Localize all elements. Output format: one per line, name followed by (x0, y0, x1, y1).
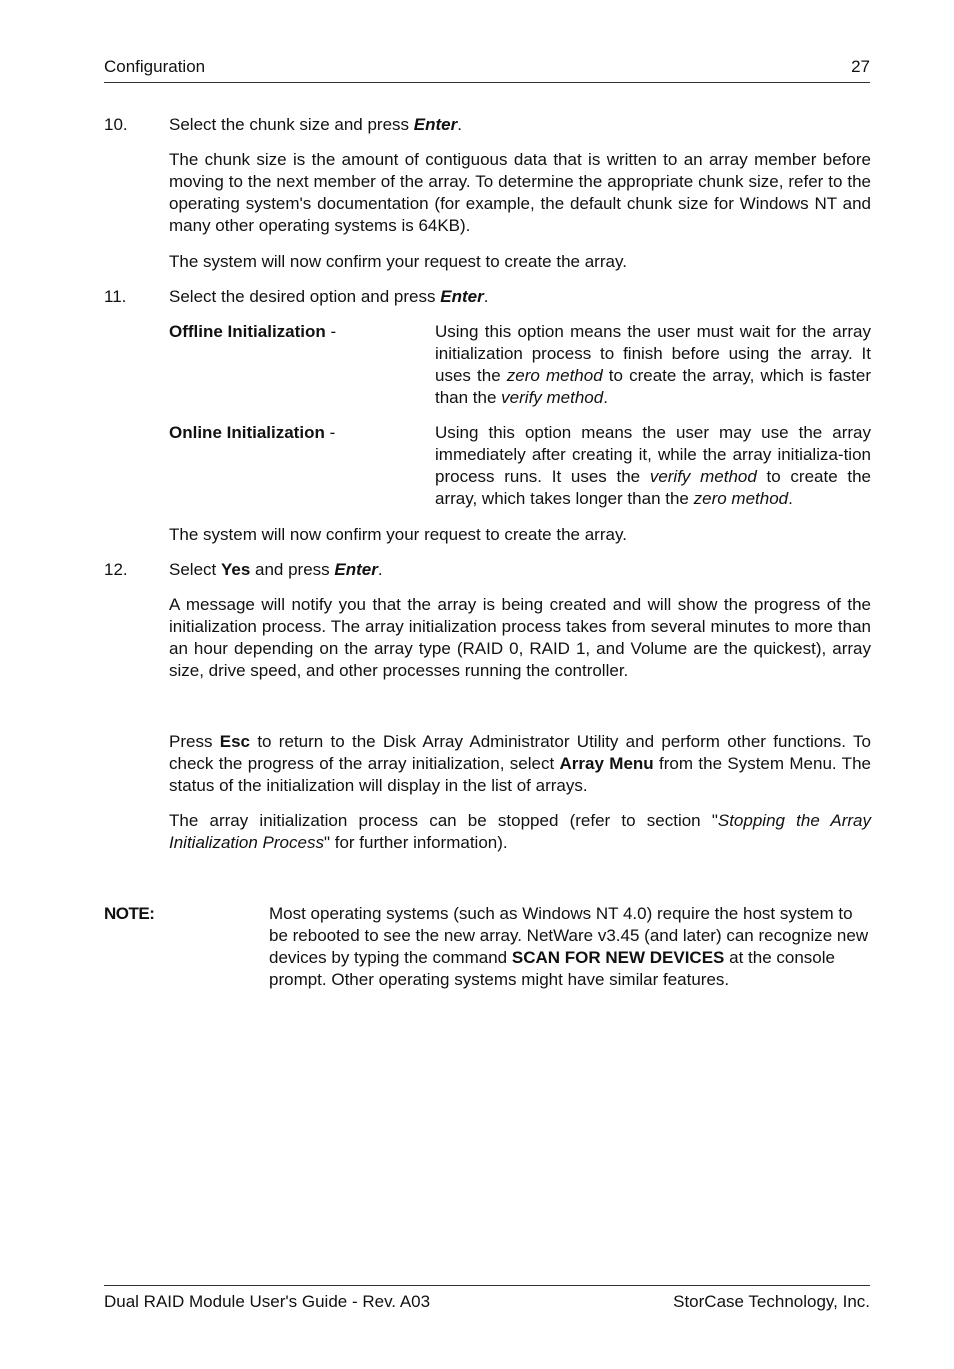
step-10-number: 10. (104, 115, 128, 134)
footer-guide-title: Dual RAID Module User's Guide - Rev. A03 (104, 1292, 431, 1311)
header-section: Configuration (104, 57, 206, 76)
step-10-instruction: Select the chunk size and press Enter. (169, 115, 462, 134)
step-12-instruction: Select Yes and press Enter. (169, 560, 383, 579)
step-12-esc-paragraph: Press Esc to return to the Disk Array Administrator Utility and perform other functions. To check the progress of the array initialization, select Array Menu from the System Menu. The status of the initialization will display in the list of arrays. (169, 732, 871, 795)
step-11-number: 11. (104, 287, 127, 306)
note-text: Most operating systems (such as Windows NT 4.0) require the host system to be rebooted to see the new array. NetWare v3.45 (and later) can recognize new devices by typing the command SCAN FOR NEW DEVICES at the console prompt. Other operating systems might have similar features. (269, 904, 869, 989)
footer-rule (104, 1285, 870, 1286)
online-initialization-term: Online Initialization - (169, 423, 336, 442)
step-12-progress-paragraph: A message will notify you that the array is being created and will show the progress of the initialization process. The array initialization process takes from several minutes to more than an hour depending on the array type (RAID 0, RAID 1, and Volume are the quickest), array size, drive speed, and other processes running the controller. (169, 595, 871, 680)
offline-initialization-description: Using this option means the user must wait for the array initialization process to finish before using the array. It uses the zero method to create the array, which is faster than the verify method. (435, 322, 871, 407)
enter-key: Enter (440, 287, 484, 306)
online-initialization-description: Using this option means the user may use the array immediately after creating it, while the array initializa-tion process runs. It uses the verify method to create the array, which takes longer than the zero method. (435, 423, 872, 508)
footer-company: StorCase Technology, Inc. (673, 1292, 870, 1311)
header-page-number: 27 (851, 57, 870, 76)
enter-key: Enter (334, 560, 378, 579)
step-10-confirm-text: The system will now confirm your request to create the array. (169, 252, 627, 271)
step-12-stop-paragraph: The array initialization process can be stopped (refer to section "Stopping the Array Initialization Process" for further information). (169, 811, 871, 852)
note-label: NOTE: (104, 904, 155, 923)
page-header (104, 57, 870, 79)
step-11-confirm-text: The system will now confirm your request to create the array. (169, 525, 627, 544)
header-rule (104, 82, 870, 83)
step-11-instruction: Select the desired option and press Enter. (169, 287, 489, 306)
step-12-number: 12. (104, 560, 128, 579)
offline-initialization-term: Offline Initialization - (169, 322, 337, 341)
enter-key: Enter (413, 115, 458, 134)
step-10-paragraph-chunk-size: The chunk size is the amount of contiguous data that is written to an array member before moving to the next member of the array. To determine the appropriate chunk size, refer to the operating system's documentation (for example, the default chunk size for Windows NT and many other operating systems is 64KB). (169, 150, 871, 235)
